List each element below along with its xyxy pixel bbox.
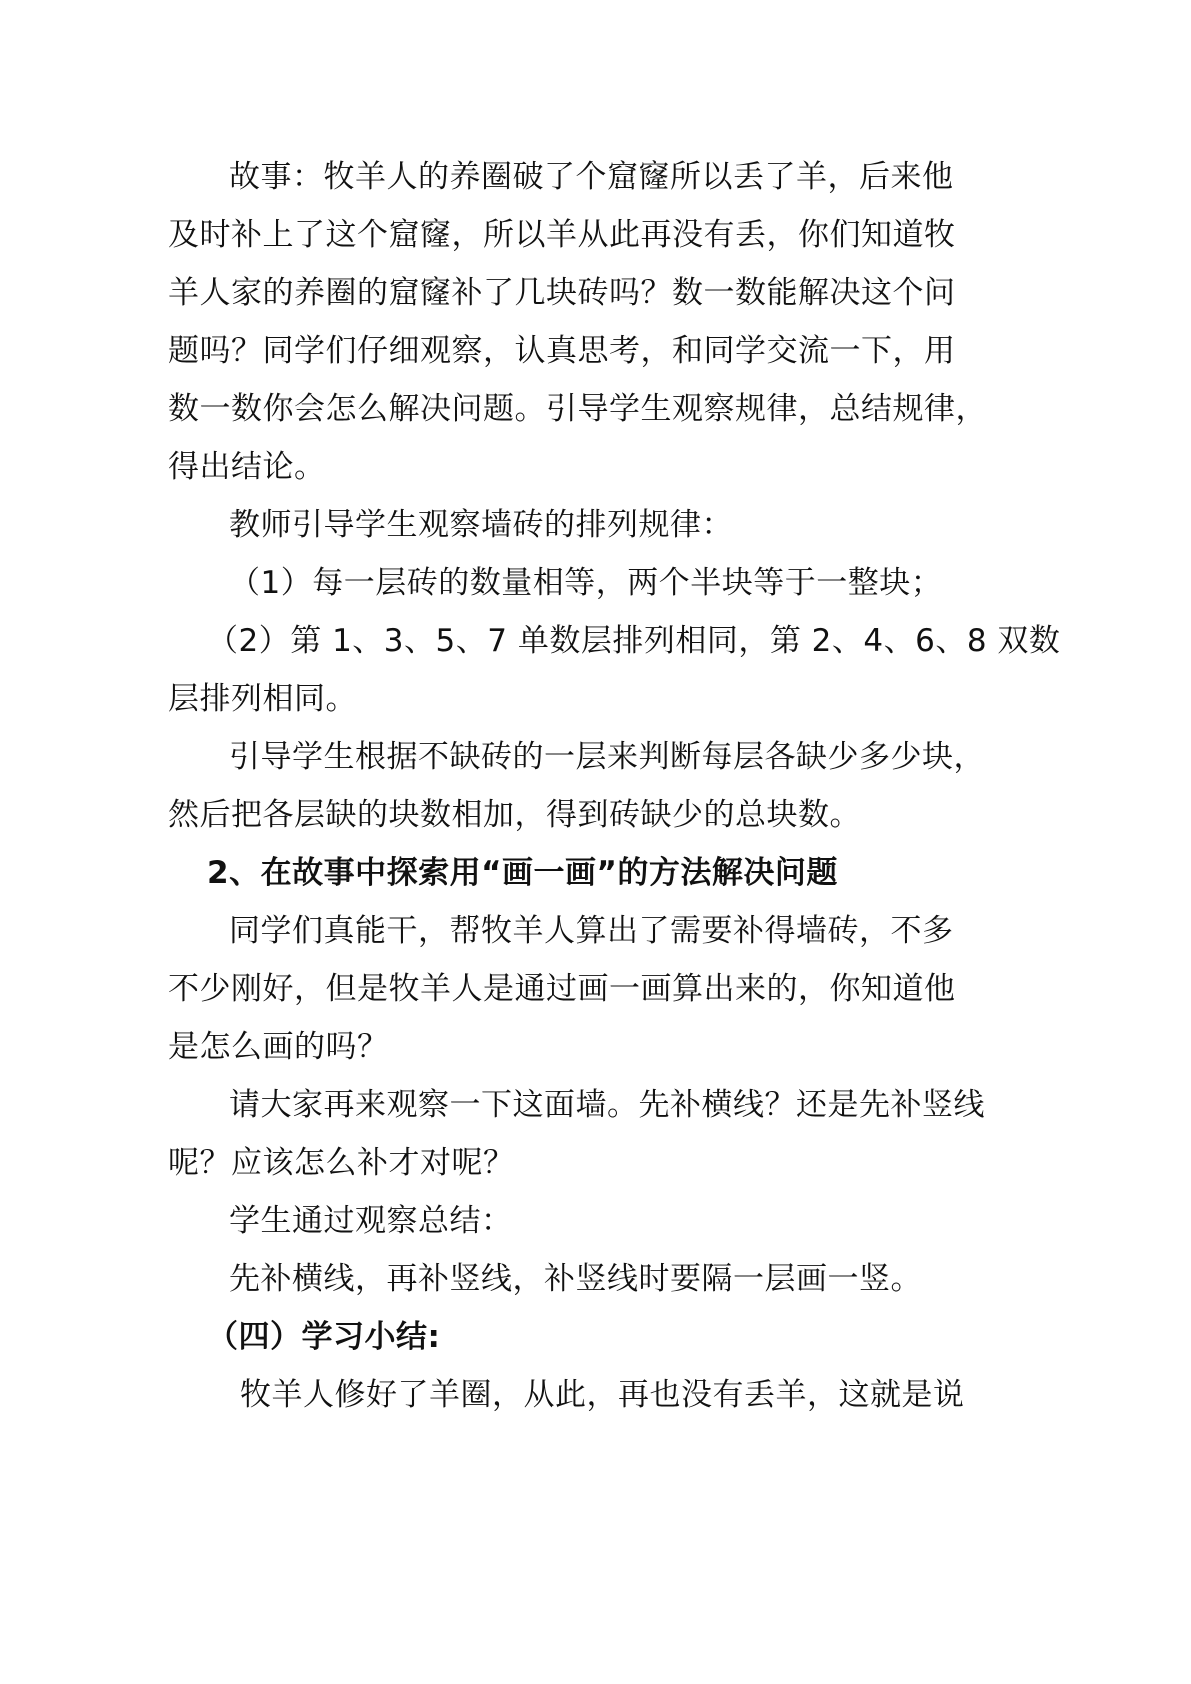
paragraph-line: 然后把各层缺的块数相加，得到砖缺少的总块数。: [168, 797, 861, 833]
paragraph-line: 不少刚好，但是牧羊人是通过画一画算出来的，你知道他: [168, 971, 956, 1007]
section-heading: （四）学习小结:: [207, 1319, 441, 1355]
paragraph-line: 数一数你会怎么解决问题。引导学生观察规律，总结规律，: [168, 391, 987, 427]
paragraph-line: 及时补上了这个窟窿，所以羊从此再没有丢，你们知道牧: [168, 217, 956, 253]
paragraph-line: 故事：牧羊人的养圈破了个窟窿所以丢了羊，后来他: [229, 159, 954, 195]
list-item-line: （2）第 1、3、5、7 单数层排列相同，第 2、4、6、8 双数: [207, 623, 1061, 659]
section-heading: 2、在故事中探索用“画一画”的方法解决问题: [207, 855, 838, 891]
paragraph-line: 得出结论。: [168, 449, 326, 485]
paragraph-line: 同学们真能干，帮牧羊人算出了需要补得墙砖，不多: [229, 913, 954, 949]
list-item-line: 层排列相同。: [168, 681, 357, 717]
paragraph-line: 羊人家的养圈的窟窿补了几块砖吗？数一数能解决这个问: [168, 275, 956, 311]
paragraph-line: 请大家再来观察一下这面墙。先补横线？还是先补竖线: [229, 1087, 985, 1123]
paragraph-line: 教师引导学生观察墙砖的排列规律：: [229, 507, 733, 543]
list-item-line: （1）每一层砖的数量相等，两个半块等于一整块；: [229, 565, 943, 601]
paragraph-line: 呢？应该怎么补才对呢？: [168, 1145, 515, 1181]
paragraph-line: 学生通过观察总结：: [229, 1203, 513, 1239]
paragraph-line: 引导学生根据不缺砖的一层来判断每层各缺少多少块，: [229, 739, 985, 775]
paragraph-line: 牧羊人修好了羊圈，从此，再也没有丢羊，这就是说: [240, 1377, 965, 1413]
paragraph-line: 题吗？同学们仔细观察，认真思考，和同学交流一下，用: [168, 333, 956, 369]
paragraph-line: 先补横线，再补竖线，补竖线时要隔一层画一竖。: [229, 1261, 922, 1297]
paragraph-line: 是怎么画的吗？: [168, 1029, 389, 1065]
